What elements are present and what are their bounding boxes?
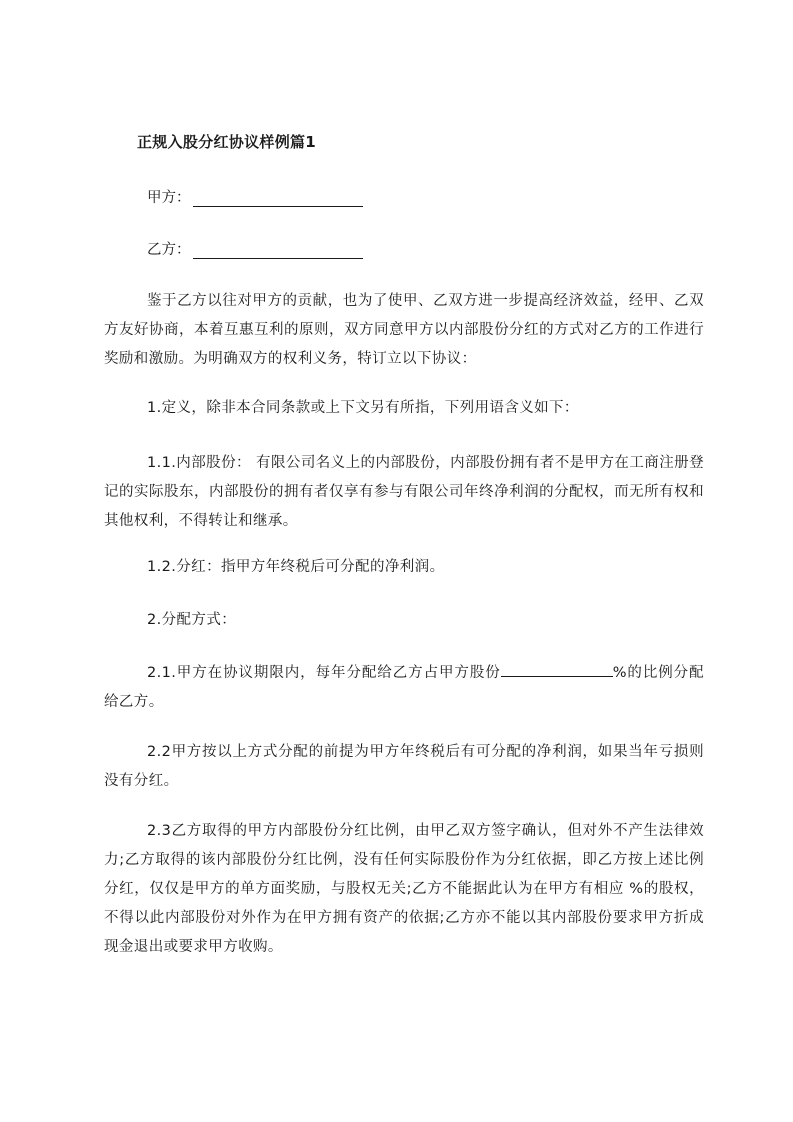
party-b-line (147, 238, 363, 259)
share-percent-blank (501, 664, 613, 677)
party-a-line (147, 186, 363, 207)
section-2-heading: 2.分配方式： (147, 612, 237, 628)
intro-paragraph: 鉴于乙方以往对甲方的贡献，也为了使甲、乙双方进一步提高经济效益，经甲、乙双方友好协商，本着互惠互利的原则，双方同意甲方以内部股份分红的方式对乙方的工作进行奖励和激励。为明确双方的权利义务，特订立以下协议： (104, 293, 704, 367)
document-title: 正规入股分红协议样例篇1 (137, 133, 317, 151)
party-a-label: 甲方： (147, 190, 191, 206)
section-2-3: 2.3乙方取得的甲方内部股份分红比例，由甲乙双方签字确认，但对外不产生法律效力;乙方取得的该内部股份分红比例，没有任何实际股份作为分红依据，即乙方按上述比例分红，仅仅是甲方的单方面奖励，与股权无关;乙方不能据此认为在甲方有相应 %的股权，不得以此内部股份对外作为在甲方拥有资产的依据;乙方亦不能以其内部股份要求甲方折成现金退出或要求甲方收购。 (104, 823, 704, 955)
section-1-1: 1.1.内部股份： 有限公司名义上的内部股份，内部股份拥有者不是甲方在工商注册登记的实际股东，内部股份的拥有者仅享有参与有限公司年终净利润的分配权，而无所有权和其他权利，不得转让和继承。 (104, 455, 704, 529)
section-2-1-text-after: %的比例分配给乙方。 (104, 665, 704, 710)
party-a-blank (193, 190, 363, 207)
section-2-1 (104, 659, 704, 717)
section-1-2: 1.2.分红：指甲方年终税后可分配的净利润。 (147, 559, 445, 575)
section-2-1-text-before: 2.1.甲方在协议期限内，每年分配给乙方占甲方股份 (147, 665, 501, 681)
party-b-blank (193, 242, 363, 259)
section-1-heading: 1.定义，除非本合同条款或上下文另有所指，下列用语含义如下： (147, 400, 579, 416)
section-2-2: 2.2甲方按以上方式分配的前提为甲方年终税后有可分配的净利润，如果当年亏损则没有分红。 (104, 744, 704, 789)
party-b-label: 乙方： (147, 242, 191, 258)
